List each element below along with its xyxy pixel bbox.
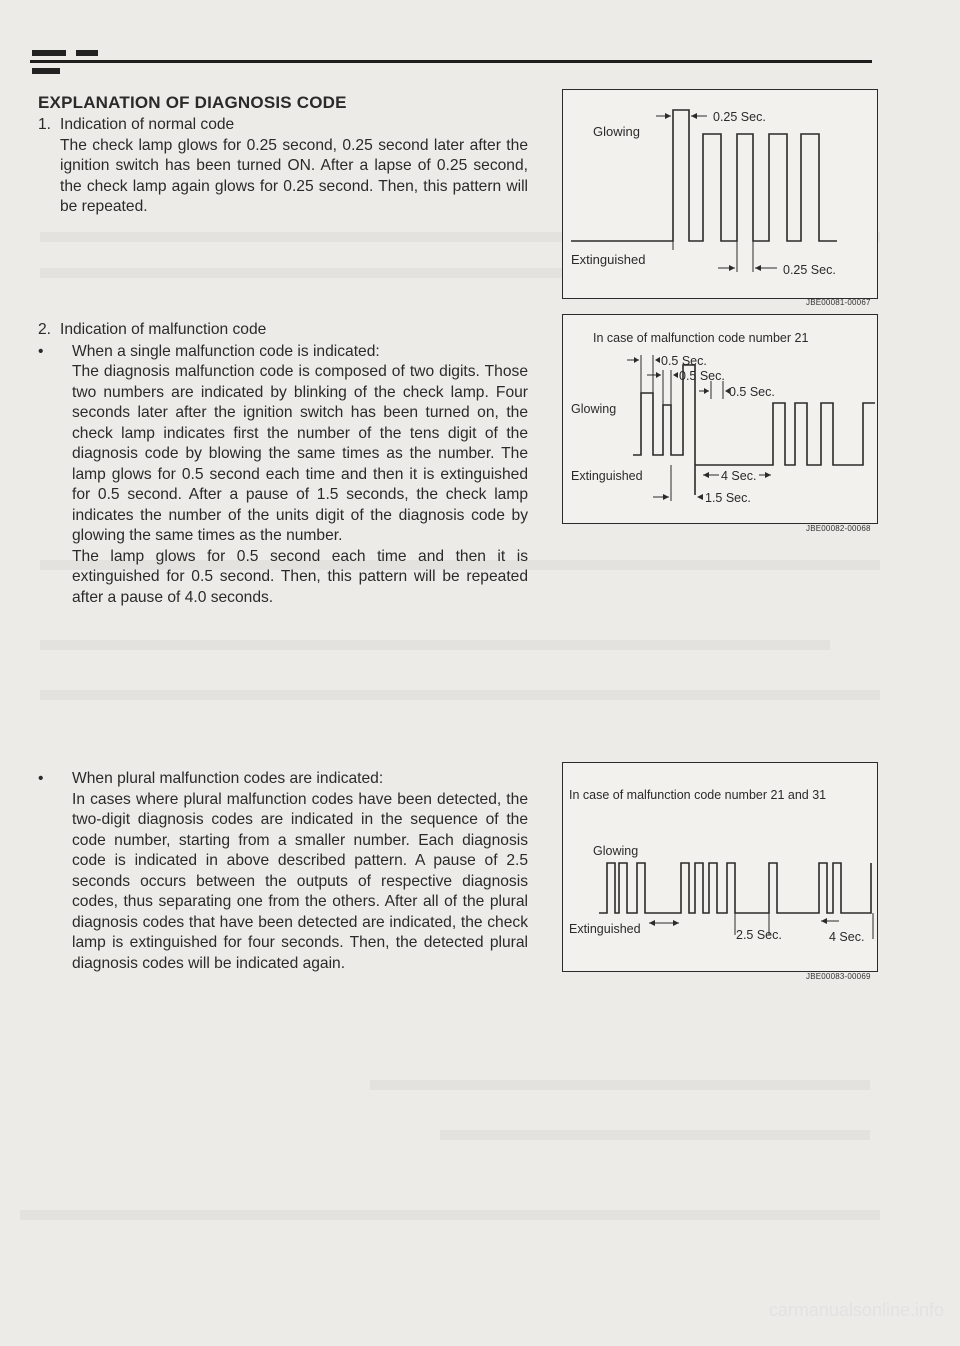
pause-25-label: 2.5 Sec. — [736, 928, 782, 942]
figure-3-id: JBE00083-00069 — [806, 972, 871, 981]
section-2-title: Indication of malfunction code — [60, 321, 267, 338]
fig3-caption: In case of malfunction code number 21 and 31 — [569, 788, 827, 802]
plural-codes — [38, 768, 528, 974]
section-2 — [38, 320, 528, 608]
normal-code-waveform — [563, 90, 877, 298]
figure-single-code — [562, 314, 878, 524]
extinguished-label: Extinguished — [571, 469, 643, 483]
top-interval-label: 0.25 Sec. — [713, 110, 766, 124]
figure-plural-codes — [562, 762, 878, 972]
fig2-caption: In case of malfunction code number 21 — [593, 331, 809, 345]
figure-2-id: JBE00082-00068 — [806, 524, 871, 533]
section-1-number: 1. — [38, 116, 52, 133]
watermark-text: carmanualsonline.info — [768, 1300, 944, 1320]
watermark — [0, 1300, 960, 1321]
plural-code-body: In cases where plural malfunction codes have been detected, the two-digit diagnosis codes are indicated in the sequence of the code number, starting from a smaller number. Each diagnosis code is indicated in above described pattern. A pause of 2.5 seconds occurs between the outputs of respective diagnosis codes, thus separating one from the others. After all of the plural diagnosis codes that have been detected are indicated, the check lamp is extinguished for four seconds. Then, the detected plural diagnosis codes will be indicated again. — [72, 790, 528, 972]
pause-4-label: 4 Sec. — [829, 930, 865, 944]
page-heading: EXPLANATION OF DIAGNOSIS CODE — [38, 93, 347, 112]
glow-duration-label: 0.5 Sec. — [661, 354, 707, 368]
glowing-label: Glowing — [593, 124, 640, 139]
single-code-lead: When a single malfunction code is indicated: — [72, 342, 380, 360]
off-duration-label: 0.5 Sec. — [679, 369, 725, 383]
plural-code-lead: When plural malfunction codes are indicated: — [72, 770, 384, 787]
figure-normal-code — [562, 89, 878, 299]
section-2-number: 2. — [38, 321, 52, 338]
plural-code-waveform — [563, 763, 877, 971]
extinguished-label: Extinguished — [571, 252, 646, 267]
single-code-body: The diagnosis malfunction code is composed of two digits. Those two numbers are indicated by blinking of the check lamp. Four seconds later after the ignition switch has been turned on, the check lamp indicates first the number of the tens digit of the diagnosis code by blowing the same times as the number. The lamp glows for 0.5 second each time and then it is extinguished for 0.5 second. After a pause of 1.5 seconds, the check lamp indicates the number of the units digit of the diagnosis code by glowing the same times as the number. — [72, 363, 528, 544]
bullet-glyph: • — [38, 342, 44, 360]
section-1 — [38, 93, 528, 218]
bottom-interval-label: 0.25 Sec. — [783, 263, 836, 277]
section-1-body: The check lamp glows for 0.25 second, 0.25 second later after the ignition switch has been turned ON. After a lapse of 0.25 second, the check lamp again glows for 0.25 second. Then, this pattern will be repeated. — [60, 136, 528, 215]
single-code-body-2: The lamp glows for 0.5 second each time and then it is extinguished for 0.5 second. Then, this pattern will be repeated after a pause of 4.0 seconds. — [72, 547, 528, 606]
glowing-label: Glowing — [571, 402, 617, 416]
section-1-title: Indication of normal code — [60, 116, 235, 133]
glowing-label: Glowing — [593, 844, 639, 858]
single-code-waveform — [563, 315, 877, 523]
extinguished-label: Extinguished — [569, 922, 641, 936]
page-number-mark — [32, 50, 142, 58]
bullet-glyph: • — [38, 770, 44, 787]
pause-15-label: 1.5 Sec. — [705, 491, 751, 505]
pause-4-label: 4 Sec. — [721, 469, 757, 483]
units-glow-label: 0.5 Sec. — [729, 385, 775, 399]
header-rule — [30, 60, 872, 63]
figure-1-id: JBE00081-00067 — [806, 298, 871, 307]
